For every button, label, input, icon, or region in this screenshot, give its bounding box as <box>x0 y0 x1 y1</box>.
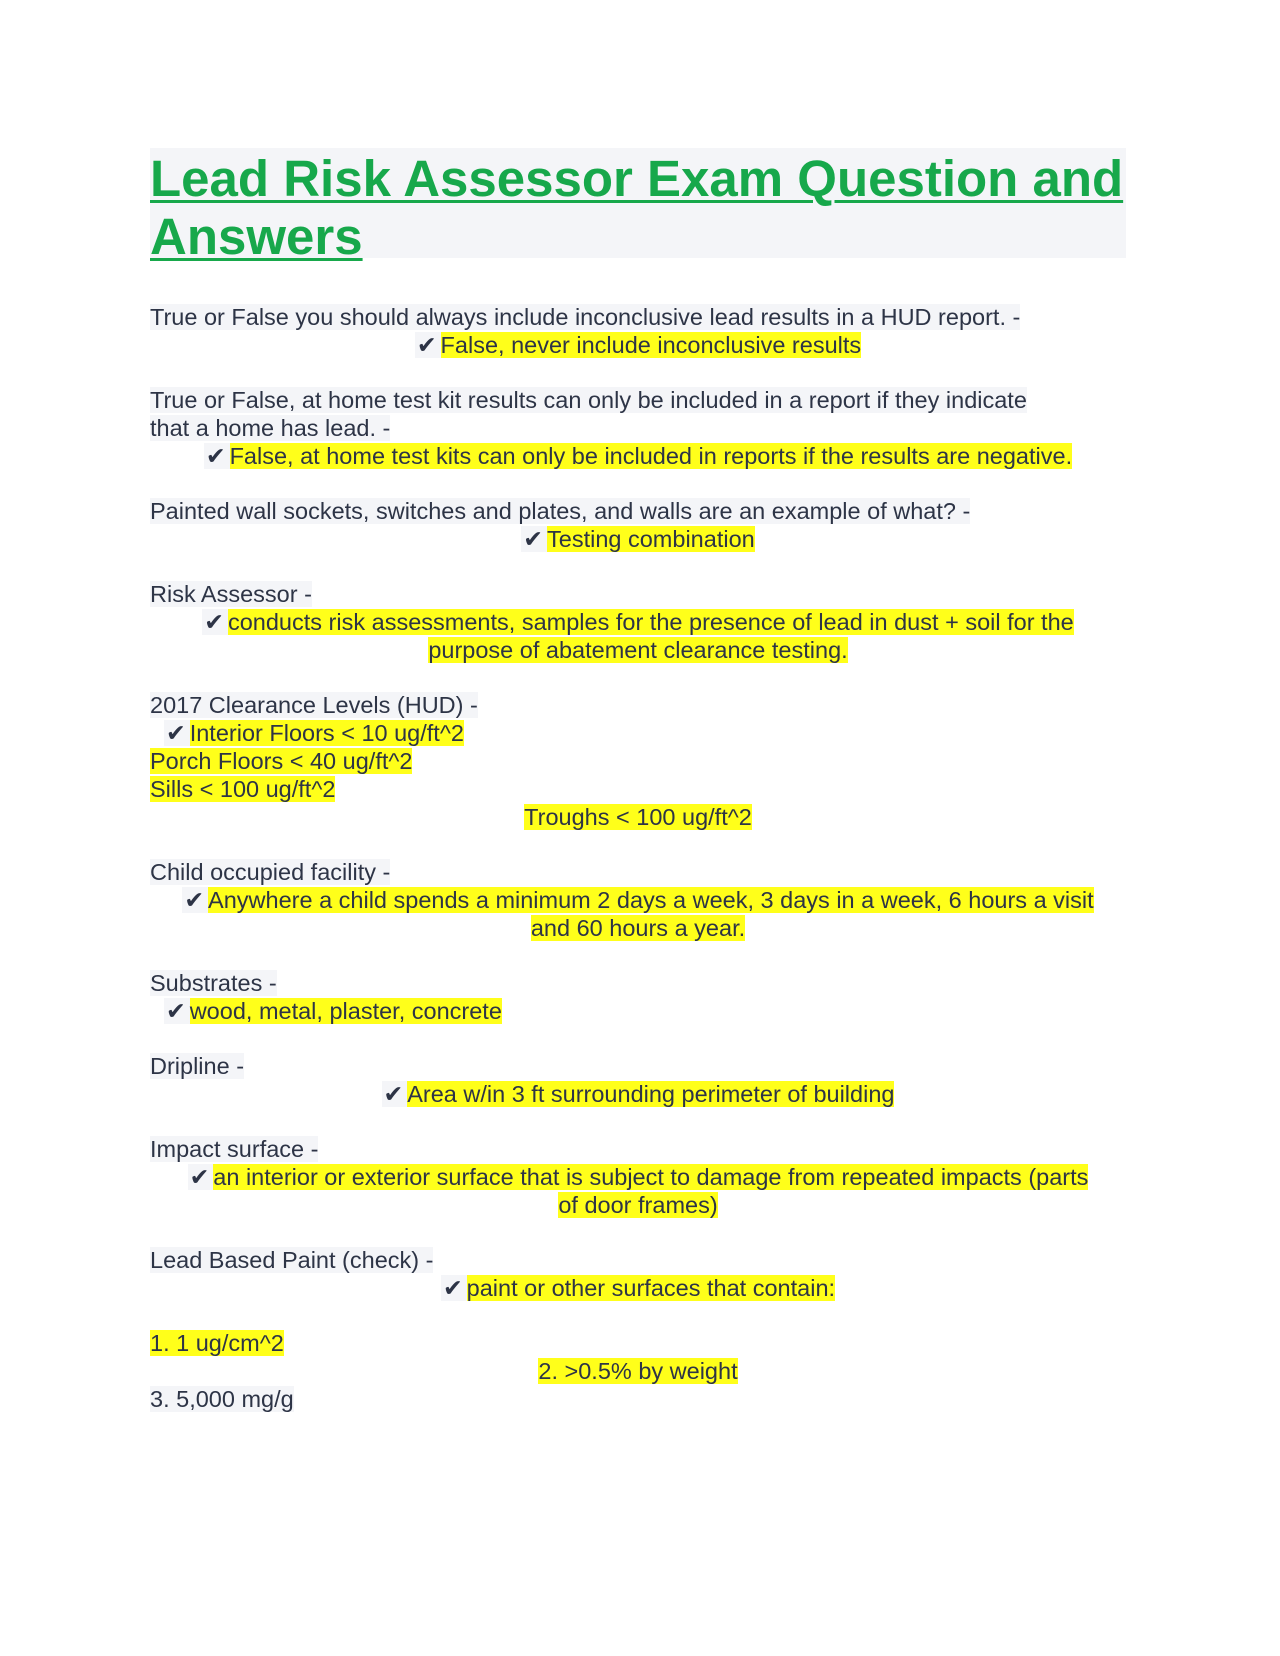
question-2-line-1: True or False, at home test kit results can only be included in a report if they indicate <box>150 387 1027 413</box>
answer-9-line-2: of door frames) <box>558 1192 718 1218</box>
question-6: Child occupied facility - <box>150 859 391 885</box>
answer-5-line-3: Sills < 100 ug/ft^2 <box>150 776 336 802</box>
question-9: Impact surface - <box>150 1136 319 1162</box>
answer-5-line-4: Troughs < 100 ug/ft^2 <box>524 804 752 830</box>
question-5: 2017 Clearance Levels (HUD) - <box>150 692 478 718</box>
document-title: Lead Risk Assessor Exam Question and Answers <box>150 150 1124 265</box>
answer-2: ✔ False, at home test kits can only be included in reports if the results are negative. <box>205 443 1073 469</box>
answer-5-line-1: ✔ Interior Floors < 10 ug/ft^2 <box>166 720 464 746</box>
check-icon: ✔ <box>182 887 208 913</box>
answer-8: ✔ Area w/in 3 ft surrounding perimeter of building <box>383 1081 895 1107</box>
question-4: Risk Assessor - <box>150 581 312 607</box>
answer-6-line-1: ✔ Anywhere a child spends a minimum 2 days a week, 3 days in a week, 6 hours a visit <box>184 887 1094 913</box>
check-icon: ✔ <box>164 998 190 1024</box>
question-1: True or False you should always include inconclusive lead results in a HUD report. - <box>150 304 1021 330</box>
check-icon: ✔ <box>202 609 228 635</box>
answer-5-line-2: Porch Floors < 40 ug/ft^2 <box>150 748 413 774</box>
answer-3: ✔ Testing combination <box>523 526 755 552</box>
check-icon: ✔ <box>204 443 230 469</box>
answer-4-line-2: purpose of abatement clearance testing. <box>428 637 848 663</box>
question-10: Lead Based Paint (check) - <box>150 1247 434 1273</box>
document-page <box>150 148 1126 1412</box>
list-item-2: 2. >0.5% by weight <box>538 1358 738 1384</box>
list-item-3: 3. 5,000 mg/g <box>150 1386 294 1412</box>
answer-4-line-1: ✔ conducts risk assessments, samples for the presence of lead in dust + soil for the <box>204 609 1074 635</box>
title-block <box>150 148 1126 265</box>
answer-1: ✔ False, never include inconclusive results <box>416 332 862 358</box>
question-3: Painted wall sockets, switches and plates, and walls are an example of what? - <box>150 498 971 524</box>
check-icon: ✔ <box>415 332 441 358</box>
check-icon: ✔ <box>441 1275 467 1301</box>
check-icon: ✔ <box>164 720 190 746</box>
answer-9-line-1: ✔ an interior or exterior surface that is subject to damage from repeated impacts (parts <box>189 1164 1089 1190</box>
list-item-1: 1. 1 ug/cm^2 <box>150 1330 284 1356</box>
check-icon: ✔ <box>382 1081 408 1107</box>
check-icon: ✔ <box>188 1164 214 1190</box>
answer-7: ✔ wood, metal, plaster, concrete <box>166 998 502 1024</box>
question-7: Substrates - <box>150 970 277 996</box>
answer-6-line-2: and 60 hours a year. <box>530 915 746 941</box>
answer-10: ✔ paint or other surfaces that contain: <box>442 1275 836 1301</box>
question-2-line-2: that a home has lead. - <box>150 415 391 441</box>
question-8: Dripline - <box>150 1053 245 1079</box>
check-icon: ✔ <box>521 526 547 552</box>
